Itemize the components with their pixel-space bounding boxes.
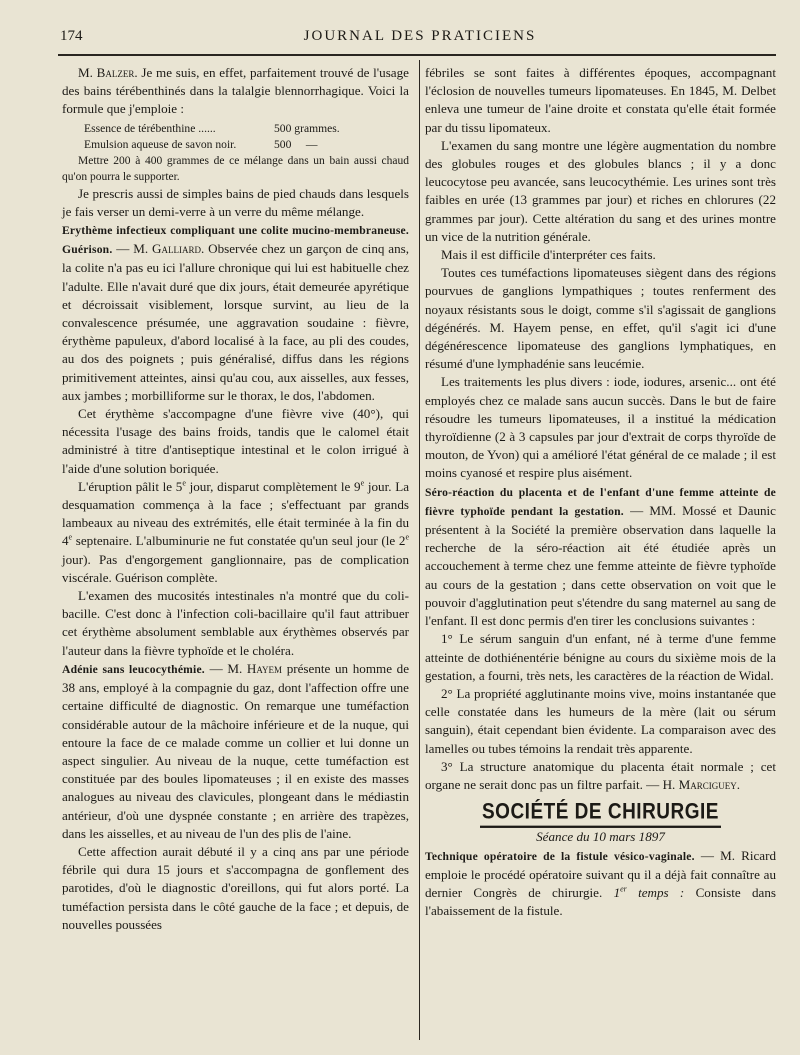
paragraph: Toutes ces tuméfactions lipomateuses siègent dans des régions pourvues de ganglions lympathiques ; toutes renferment des noyaux résistants sous le doigt, comme s'il s'agissait de ganglions dégénérés. M. Hayem pense, en effet, qu'il s'agit ici d'une dégénérescence lipomateuse des ganglions lymphatiques, en résumé d'une lymphadénie sans leucémie. — [425, 265, 776, 372]
section-heading: Adénie sans leucocythémie. — [62, 662, 205, 676]
journal-title: JOURNAL DES PRATICIENS — [303, 28, 537, 44]
seance-date: Séance du 10 mars 1897 — [536, 829, 665, 845]
section-erytheme: Erythème infectieux compliquant une colite mucino-membraneuse. Guérison. — M. Galliard. Observée chez un garçon de cinq ans, la colite n'a pas eu ici l'allure chronique qui lui est habituelle chez l'adulte. Elle n'avait duré que dix jours, était demeurée apyrétique et décroissait visiblement, lorsque survint, au lieu de la convalescence présumée, une aggravation soudaine : fièvre, érythème papuleux, d'abord localisé à la face, au pli des coudes, au dos des poignets ; puis généralisé, diffus dans les régions primitivement atteintes, ainsi qu'au cou, aux aisselles, aux fesses, aux jambes ; morbilliforme sur le thorax, le dos, l'abdomen. — [62, 224, 409, 403]
paragraph: L'examen des mucosités intestinales n'a montré que du coli-bacille. C'est donc à l'infection coli-bacillaire qu'il faut attribuer cet érythème absolument semblable aux érythèmes observés par l'auteur dans la fièvre typhoïde et le choléra. — [62, 588, 409, 658]
paragraph: 2° La propriété agglutinante moins vive, moins instantanée que celle constatée dans les humeurs de la mère (lait ou sérum sanguin), était cependant bien évidente. La comparaison avec des lamelles ou tubes témoins la rendait très apparente. — [425, 685, 776, 756]
section-sero-reaction: Séro-réaction du placenta et de l'enfant d'une femme atteinte de fièvre typhoïde pendant la gestation. — MM. Mossé et Daunic présentent à la Société la première observation dans laquelle la recherche de la séro-réaction ait été étudiée après un accouchement à terme chez une femme atteinte de fièvre typhoïde au cours de la gestation ; dans cette observation on voit que le pouvoir d'agglutination peut s'étendre du sang maternel au sang de l'enfant. Il est donc permis d'en tirer les conclusions suivantes : — [425, 485, 776, 629]
society-title: SOCIÉTÉ DE CHIRURGIE — [425, 803, 776, 824]
right-column — [425, 64, 776, 920]
paragraph: Cette affection aurait débuté il y a cinq ans par une période fébrile qui dura 15 jours et s'accompagna de gonflement des parotides, d'où le diagnostic d'oreillons, qui fut alors porté. La tuméfaction persista dans le côté gauche de la face ; et depuis, de nouvelles poussées — [62, 843, 409, 932]
header-rule — [58, 54, 776, 56]
author: — M. Hayem — [209, 660, 283, 676]
section-heading: Erythème infectieux compliquant une colite mucino-membraneuse. Guérison. — [62, 224, 409, 257]
paragraph: Je prescris aussi de simples bains de pied chauds dans lesquels je fais verser un demi-verre à un verre du même mélange. — [62, 185, 409, 219]
left-column — [62, 64, 409, 934]
author: H. Marciguey. — [662, 776, 740, 792]
paragraph: L'examen du sang montre une légère augmentation du nombre des globules rouges et des globules blancs ; il y a donc leucocytose peu avancée, sans leucocythémie. Les urines sont très faibles en urée (13 grammes par jour) et riches en chlorures (22 grammes par jour). Cette altération du sang et des urines montre un vice de la nutrition générale. — [425, 137, 776, 244]
page-number: 174 — [60, 28, 83, 44]
paragraph: 3° La structure anatomique du placenta était normale ; cet organe ne serait donc pas un filtre parfait. — H. Marciguey. — [425, 758, 776, 792]
column-rule — [419, 60, 420, 1040]
formula-row: Essence de térébenthine ...... 500 grammes. — [84, 121, 340, 135]
author: — M. Galliard. — [116, 241, 205, 257]
paragraph: L'éruption pâlit le 5e jour, disparut complètement le 9e jour. La desquamation commença à la face ; s'effectuant par grands lambeaux au niveau des extrémités, elle était terminée à la fin du 4e septenaire. L'albuminurie ne fut constatée qu'un seul jour (le 2e jour). Pas d'engorgement ganglionnaire, pas de complication viscérale. Guérison complète. — [62, 478, 409, 585]
section-technique: Technique opératoire de la fistule vésico-vaginale. — M. Ricard emploie le procédé opératoire suivant qu il a déjà fait connaître au dernier Congrès de chirurgie. 1er temps : Consiste dans l'abaissement de la fistule. — [425, 847, 776, 919]
section-heading: Technique opératoire de la fistule vésico-vaginale. — [425, 849, 695, 863]
section-heading: Séro-réaction du placenta et de l'enfant d'une femme atteinte de fièvre typhoïde pendant la gestation. — [425, 485, 776, 518]
page-header — [60, 28, 780, 48]
section-adenie: Adénie sans leucocythémie. — M. Hayem présente un homme de 38 ans, employé à la compagnie du gaz, dont l'affection offre une certaine difficulté de diagnostic. On remarque une tuméfaction considérable autour de la mâchoire inférieure et de la nuque, qui entoure la face de ce malade comme un collier et lui donne un aspect singulier. Au niveau de la nuque, cette tuméfaction est constituée par des boules lipomateuses ; il en existe des masses analogues au niveau des clavicules, plongeant dans le médiastin antérieur, d'où une dyspnée constante ; en arrière des trapèzes, dans les aisselles, et au niveau de l'un des plis de l'aine. — [62, 660, 410, 841]
formula-table — [62, 121, 409, 153]
paragraph: Les traitements les plus divers : iode, iodures, arsenic... ont été employés chez ce malade sans aucun succès. Dans le but de faire résoudre les tumeurs lipomateuses, il a institué la médication thyroïdienne (2 à 3 capsules par jour d'extrait de corps thyroïde de mouton, de Yvon) qui a amélioré l'état général de ce malade ; il est moins cyanosé et respire plus aisément. — [425, 374, 776, 481]
paragraph: Mais il est difficile d'interpréter ces faits. — [441, 247, 656, 263]
paragraph: M. Balzer. Je me suis, en effet, parfaitement trouvé de l'usage des bains térébenthinés dans la talalgie blennorrhagique. Voici la formule que j'emploie : — [62, 65, 409, 117]
paragraph: Cet érythème s'accompagne d'une fièvre vive (40°), qui nécessita l'usage des bains froids, tandis que le calomel était administré à titre d'antiseptique intestinal et le colon irrigué à l'aide d'une solution boriquée. — [62, 406, 409, 476]
paragraph: 1° Le sérum sanguin d'un enfant, né à terme d'une femme atteinte de dothiénentérie bénigne au cours du sixième mois de la gestation, a fourni, très nets, les caractères de la réaction de Widal. — [425, 631, 776, 683]
note-paragraph: Mettre 200 à 400 grammes de ce mélange dans un bain aussi chaud qu'on pourra le supporter. — [62, 154, 409, 183]
temps-label: 1er temps : — [613, 884, 685, 900]
formula-row: Emulsion aqueuse de savon noir. 500 — — [84, 137, 318, 151]
paragraph: fébriles se sont faites à différentes époques, accompagnant l'éclosion de nouvelles tumeurs lipomateuses. En 1845, M. Delbet enleva une tumeur de l'aine droite et constata qu'elle était formée par du tissu lipomateux. — [425, 65, 776, 135]
